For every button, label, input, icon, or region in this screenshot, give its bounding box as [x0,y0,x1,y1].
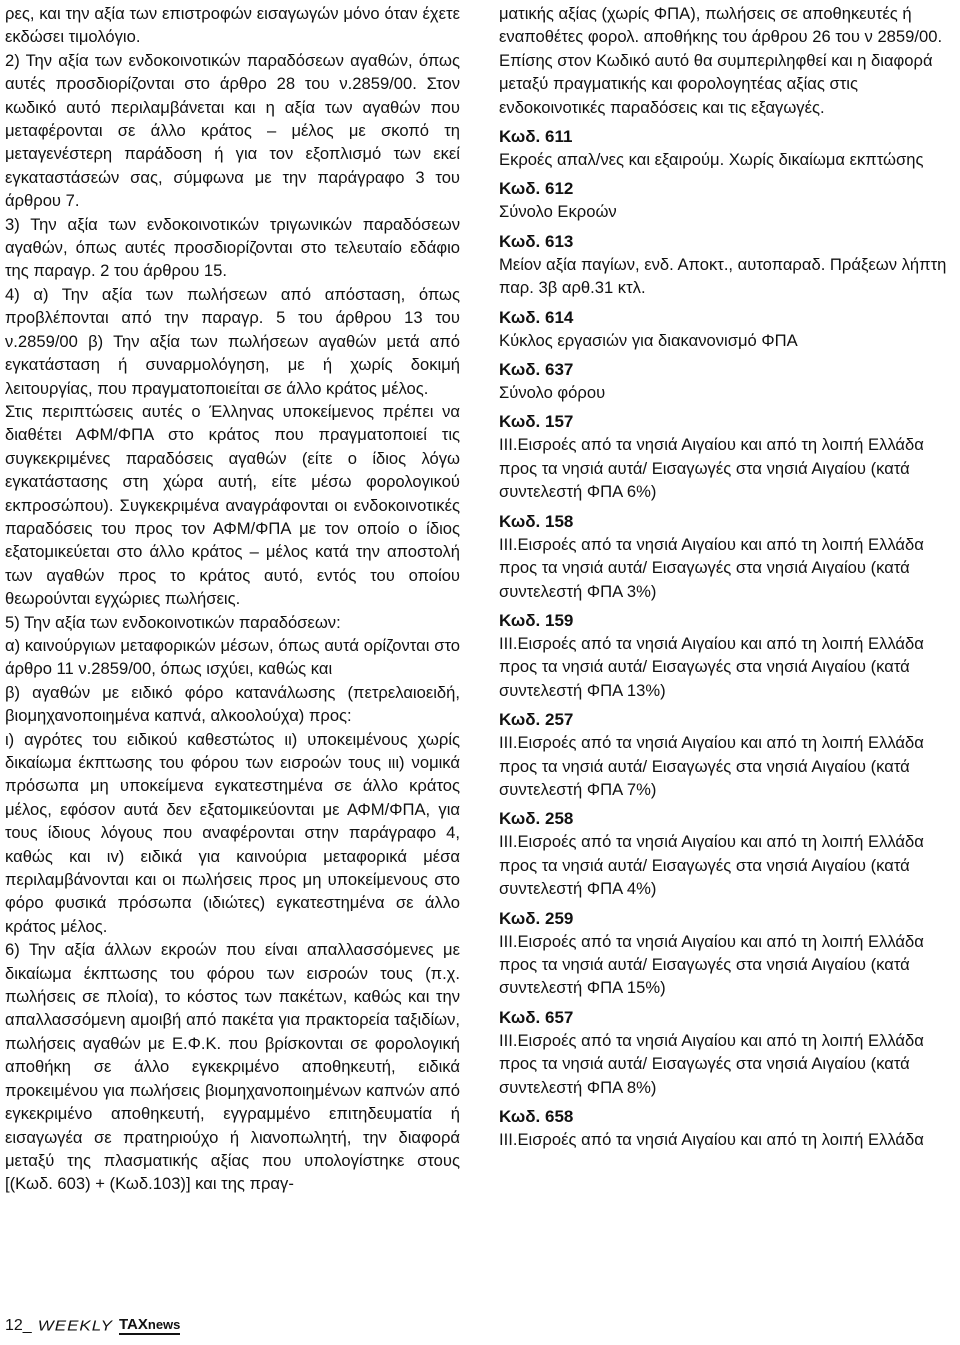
left-paragraph: Στις περιπτώσεις αυτές ο Έλληνας υποκείμενος πρέπει να διαθέτει ΑΦΜ/ΦΠΑ στο κράτος που πραγματοποιεί τις συγκεκριμένες παραδόσεις αγαθών (είτε ο ίδιος λόγω εγκατάστασης στη χώρα αυτή, είτε μέσω φορολογικού εκπροσώπου). Συγκεκριμένα αναγράφονται οι ενδοκοινοτικές παραδόσεις του προς τον ΑΦΜ/ΦΠΑ με τον οποίο ο ίδιος εξατομικεύεται στο άλλο κράτος – μέλος κατά την αποστολή των αγαθών προς το κράτος αυτό, εντός του οποίου θεωρούνται εγχώριες πωλήσεις. [5,401,460,609]
brand-tax: TAX [119,1316,148,1333]
code-description: ΙΙΙ.Εισροές από τα νησιά Αιγαίου και από τη λοιπή Ελλάδα προς τα νησιά αυτά/ Εισαγωγές στα νησιά Αιγαίου (κατά συντελεστή ΦΠΑ 15%) [499,931,924,998]
code-description: Εκροές απαλ/νες και εξαιρούμ. Χωρίς δικαίωμα εκπτώσης [499,150,924,170]
brand-taxnews [119,1317,180,1335]
code-description: ΙΙΙ.Εισροές από τα νησιά Αιγαίου και από τη λοιπή Ελλάδα προς τα νησιά αυτά/ Εισαγωγές στα νησιά Αιγαίου (κατά συντελεστή ΦΠΑ 3%) [499,534,924,601]
code-heading: Κωδ. 657 [499,1007,574,1027]
right-column [499,2,957,1151]
code-description: Μείον αξία παγίων, ενδ. Αποκτ., αυτοπαραδ. Πράξεων λήπτη παρ. 3β αρθ.31 κτλ. [499,254,947,298]
left-paragraph: 3) Την αξία των ενδοκοινοτικών τριγωνικών παραδόσεων αγαθών, όπως αυτές προσδιορίζονται στο τελευταίο εδάφιο της παραγρ. 2 του άρθρου 15. [5,214,460,281]
code-heading: Κωδ. 611 [499,127,573,147]
code-description: ΙΙΙ.Εισροές από τα νησιά Αιγαίου και από τη λοιπή Ελλάδα προς τα νησιά αυτά/ Εισαγωγές στα νησιά Αιγαίου (κατά συντελεστή ΦΠΑ 6%) [499,435,924,502]
left-paragraph: 4) α) Την αξία των πωλήσεων από απόσταση, όπως προβλέπονται από την παραγρ. 5 του άρθρου 13 του ν.2859/00 β) Την αξία των πωλήσεων αγαθών μετά από εγκατάσταση ή συναρμολόγηση, με ή χωρίς δοκιμή λειτουργίας, που πραγματοποιείται σε άλλο κράτος μέλος. [5,284,460,398]
brand-weekly: WEEKLY [37,1317,113,1334]
code-heading: Κωδ. 637 [499,360,574,380]
code-heading: Κωδ. 158 [499,511,574,531]
code-heading: Κωδ. 257 [499,710,574,730]
code-description: ματικής αξίας (χωρίς ΦΠΑ), πωλήσεις σε αποθηκευτές ή εναποθέτες φορολ. αποθήκης του άρθρου 26 του ν 2859/00. [499,4,943,47]
left-paragraph: ι) αγρότες του ειδικού καθεστώτος ιι) υποκειμένους χωρίς δικαίωμα έκπτωσης του φόρου των εισροών τους ιιι) νομικά πρόσωπα μη υποκείμενα εγκατεστημένα σε άλλο κράτος μέλος, εφόσον αυτά δεν εξατομικεύονται με ΑΦΜ/ΦΠΑ, για τους ίδιους λόγους που αναφέρονται στην παράγραφο 4, καθώς και ιv) ειδικά για καινούρια μεταφορικά μέσα περιλαμβάνονται και οι πωλήσεις προς μη υποκείμενους στο φόρο φυσικά πρόσωπα (ιδιώτες) εγκατεστημένα σε άλλο κράτος μέλος. [5,729,460,936]
left-paragraph: β) αγαθών με ειδικό φόρο κατανάλωσης (πετρελαιοειδή, βιομηχανοποιημένα καπνά, αλκοολούχα) προς: [5,682,460,726]
code-heading: Κωδ. 658 [499,1107,574,1126]
left-column [5,2,460,1196]
code-heading: Κωδ. 157 [499,412,574,432]
left-paragraph: 6) Την αξία άλλων εκροών που είναι απαλλασσόμενες με δικαίωμα έκπτωσης του φόρου των εισροών τους (π.χ. πωλήσεις σε πλοία), το κόστος των πακέτων, καθώς και την απαλλασσόμενη αμοιβή από πακέτα για πρακτορεία ταξιδίων, πωλήσεις αγαθών με Ε.Φ.Κ. που βρίσκονται σε φορολογική αποθήκη σε άλλο εγκεκριμένο αποθηκευτή, ειδικά προκειμένου για πωλήσεις βιομηχανοποιημένων καπνών από εγκεκριμένο αποθηκευτή, εγγραμμένο επιτηδευματία ή εισαγωγέα σε πρατηριούχο ή λιανοπωλητή, την διαφορά μεταξύ της πλασματικής αξίας που υπολογίστηκε στους [(Κωδ. 603) + (Κωδ.103)] και της πραγ- [5,940,460,1194]
page-footer [5,1314,180,1338]
left-paragraph: 2) Την αξία των ενδοκοινοτικών παραδόσεων αγαθών, όπως αυτές προσδιορίζονται στο άρθρο 28 του ν.2859/00. Στον κωδικό αυτό περιλαμβάνεται και η αξία των αγαθών που μεταφέρονται σε άλλο κράτος – μέλος με σκοπό τη μεταγενέστερη παράδοση ή για τον εξοπλισμό των εκεί εγκαταστάσεών σας, σύμφωνα με την παράγραφο 3 του άρθρου 7. [5,50,460,211]
code-heading: Κωδ. 613 [499,231,574,251]
code-heading: Κωδ. 614 [499,307,574,327]
code-heading: Κωδ. 159 [499,610,574,630]
left-paragraph: ρες, και την αξία των επιστροφών εισαγωγών μόνο όταν έχετε εκδώσει τιμολόγιο. [5,4,460,47]
code-description: ΙΙΙ.Εισροές από τα νησιά Αιγαίου και από τη λοιπή Ελλάδα προς τα νησιά αυτά/ Εισαγωγές στα νησιά Αιγαίου (κατά συντελεστή ΦΠΑ 7%) [499,733,924,799]
code-heading: Κωδ. 258 [499,809,574,829]
code-description: Επίσης στον Κωδικό αυτό θα συμπεριληφθεί και η διαφορά μεταξύ πραγματικής και φορολογητέας αξίας στις ενδοκοινοτικές παραδόσεις και τις εξαγωγές. [499,50,933,117]
left-paragraph: α) καινούργιων μεταφορικών μέσων, όπως αυτά ορίζονται στο άρθρο 11 ν.2859/00, όπως ισχύει, καθώς και [5,635,460,679]
code-description: Σύνολο Εκροών [499,202,617,222]
code-description: ΙΙΙ.Εισροές από τα νησιά Αιγαίου και από τη λοιπή Ελλάδα προς τα νησιά αυτά/ Εισαγωγές στα νησιά Αιγαίου (κατά συντελεστή ΦΠΑ 4%) [499,832,924,899]
code-description: ΙΙΙ.Εισροές από τα νησιά Αιγαίου και από τη λοιπή Ελλάδα προς τα νησιά αυτά/ Εισαγωγές στα νησιά Αιγαίου (κατά συντελεστή ΦΠΑ 8%) [499,1030,924,1097]
brand-news: news [147,1317,181,1332]
code-description: Σύνολο φόρου [499,383,606,403]
code-heading: Κωδ. 612 [499,179,574,199]
code-description: ΙΙΙ.Εισροές από τα νησιά Αιγαίου και από τη λοιπή Ελλάδα προς τα νησιά αυτά/ Εισαγωγές στα νησιά Αιγαίου (κατά συντελεστή ΦΠΑ 13%) [499,633,924,700]
code-description: ΙΙΙ.Εισροές από τα νησιά Αιγαίου και από τη λοιπή Ελλάδα [499,1130,924,1149]
page-number: 12_ [5,1317,32,1334]
left-paragraph: 5) Την αξία των ενδοκοινοτικών παραδόσεων: [5,612,341,632]
code-heading: Κωδ. 259 [499,908,574,928]
code-description: Κύκλος εργασιών για διακανονισμό ΦΠΑ [499,330,798,350]
